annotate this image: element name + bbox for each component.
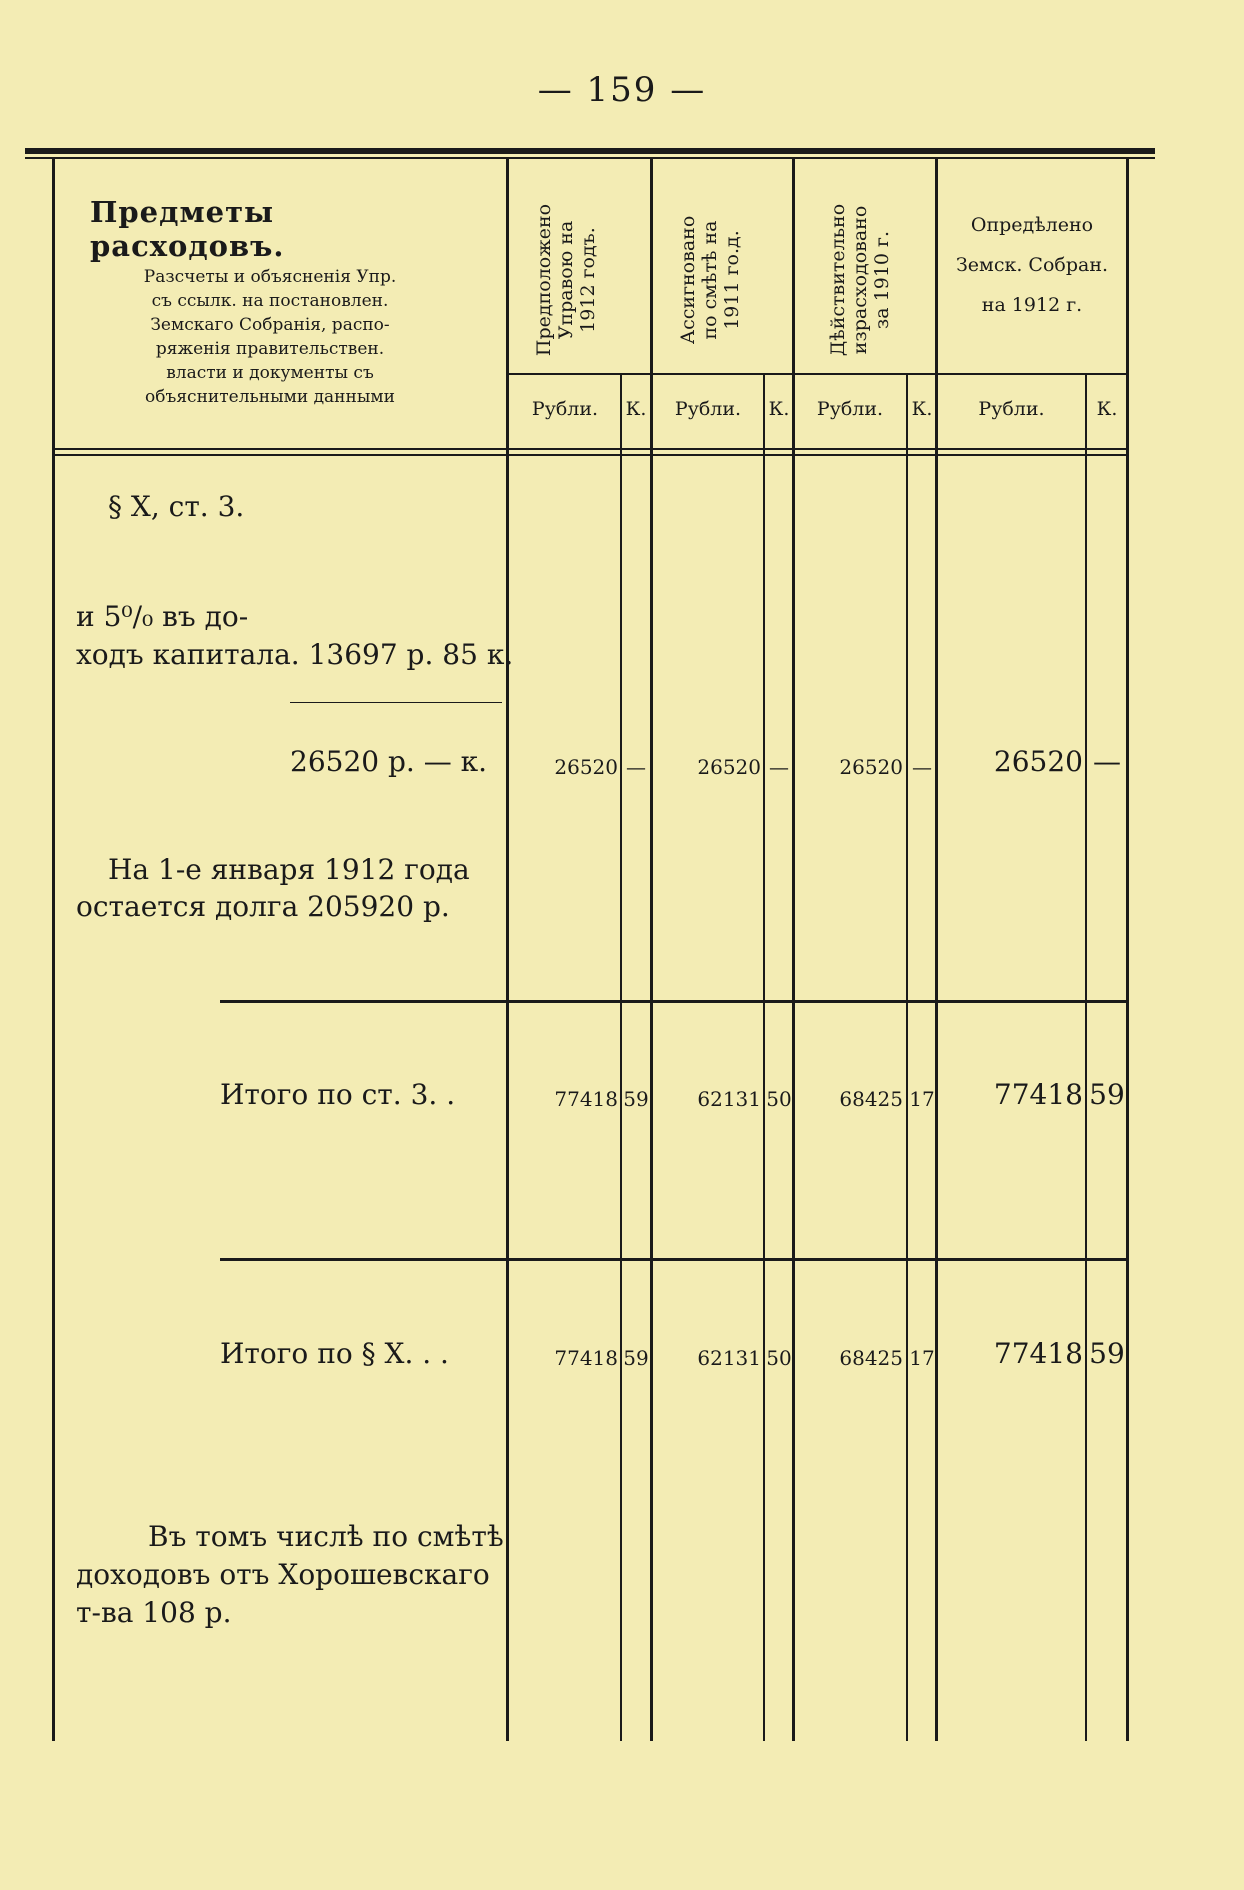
unit-kop1: К. xyxy=(625,398,647,420)
unit-rub1: Рубли. xyxy=(531,398,599,420)
vline-col2 xyxy=(650,159,653,1741)
row1-v4: 26520 xyxy=(993,745,1083,778)
itogo-par-k3: 17 xyxy=(909,1346,935,1370)
vline-col3 xyxy=(792,159,795,1741)
itogo-st-k2: 50 xyxy=(766,1087,792,1111)
vline-kop4 xyxy=(1085,375,1087,1741)
vline-right xyxy=(1126,159,1129,1741)
itogo-st-label: Итого по ст. 3. . xyxy=(220,1078,456,1111)
top-rule xyxy=(25,148,1155,154)
itogo-par-k1: 59 xyxy=(623,1346,649,1370)
note-line-3: т-ва 108 р. xyxy=(76,1596,232,1629)
header-description: Разсчеты и объясненія Упр. съ ссылк. на постановлен. Земскаго Собранія, распо- ряженія правительствен. власти и документы съ объяснительными данными xyxy=(143,267,397,407)
top-rule-thin xyxy=(25,157,1155,159)
note-line-2: доходовъ отъ Хорошевскаго xyxy=(76,1558,490,1591)
row1-k1: — xyxy=(626,755,646,779)
header-col2: Ассигновано по смѣтѣ на 1911 го.д. xyxy=(677,215,743,345)
row1-v3: 26520 xyxy=(839,755,903,779)
section-heading: § X, ст. 3. xyxy=(108,490,245,523)
itogo-par-v1: 77418 xyxy=(554,1346,618,1370)
vline-text-col xyxy=(506,159,509,1741)
row1-v1: 26520 xyxy=(554,755,618,779)
itogo-par-rule xyxy=(220,1258,1128,1261)
itogo-st-k4: 59 xyxy=(1089,1078,1125,1111)
page-number: — 159 — xyxy=(537,70,707,110)
header-bottom-rule xyxy=(52,448,1128,450)
itogo-par-label: Итого по § X. . . xyxy=(220,1337,449,1370)
itogo-st-rule xyxy=(220,1000,1128,1003)
vline-left xyxy=(52,159,55,1741)
header-col3: Дѣйствительно израсходовано за 1910 г. xyxy=(827,203,893,357)
unit-rub4: Рубли. xyxy=(978,398,1045,420)
vline-kop2 xyxy=(763,375,765,1741)
sum-rule xyxy=(290,702,502,703)
note-line-1: Въ томъ числѣ по смѣтѣ xyxy=(148,1520,504,1553)
header-title: Предметы расходовъ. xyxy=(90,195,285,263)
vline-kop3 xyxy=(906,375,908,1741)
unit-kop3: К. xyxy=(911,398,933,420)
itogo-st-v1: 77418 xyxy=(554,1087,618,1111)
itogo-par-v3: 68425 xyxy=(839,1346,903,1370)
vline-col4 xyxy=(935,159,938,1741)
debt-line-1: На 1-е января 1912 года xyxy=(108,853,470,886)
text-line-a: и 5⁰/₀ въ до- xyxy=(76,600,249,633)
row1-k2: — xyxy=(769,755,789,779)
text-line-b: ходъ капитала. 13697 р. 85 к. xyxy=(76,638,514,671)
itogo-par-v4: 77418 xyxy=(993,1337,1083,1370)
itogo-par-v2: 62131 xyxy=(697,1346,761,1370)
itogo-st-v2: 62131 xyxy=(697,1087,761,1111)
row1-v2: 26520 xyxy=(697,755,761,779)
itogo-st-v3: 68425 xyxy=(839,1087,903,1111)
vline-kop1 xyxy=(620,375,622,1741)
text-line-total: 26520 р. — к. xyxy=(290,745,487,778)
itogo-par-k2: 50 xyxy=(766,1346,792,1370)
itogo-st-k3: 17 xyxy=(909,1087,935,1111)
row1-k3: — xyxy=(912,755,932,779)
debt-line-2: остается долга 205920 р. xyxy=(76,890,450,923)
unit-kop4: К. xyxy=(1096,398,1118,420)
header-col4: Опредѣлено Земск. Собран. на 1912 г. xyxy=(955,214,1109,316)
header-bottom-rule-2 xyxy=(52,454,1128,456)
unit-rub2: Рубли. xyxy=(674,398,742,420)
row1-k4: — xyxy=(1093,745,1121,778)
itogo-par-k4: 59 xyxy=(1089,1337,1125,1370)
unit-kop2: К. xyxy=(768,398,790,420)
header-col1: Предположено Управою на 1912 годъ. xyxy=(533,203,599,357)
itogo-st-k1: 59 xyxy=(623,1087,649,1111)
unit-rub3: Рубли. xyxy=(816,398,884,420)
itogo-st-v4: 77418 xyxy=(993,1078,1083,1111)
